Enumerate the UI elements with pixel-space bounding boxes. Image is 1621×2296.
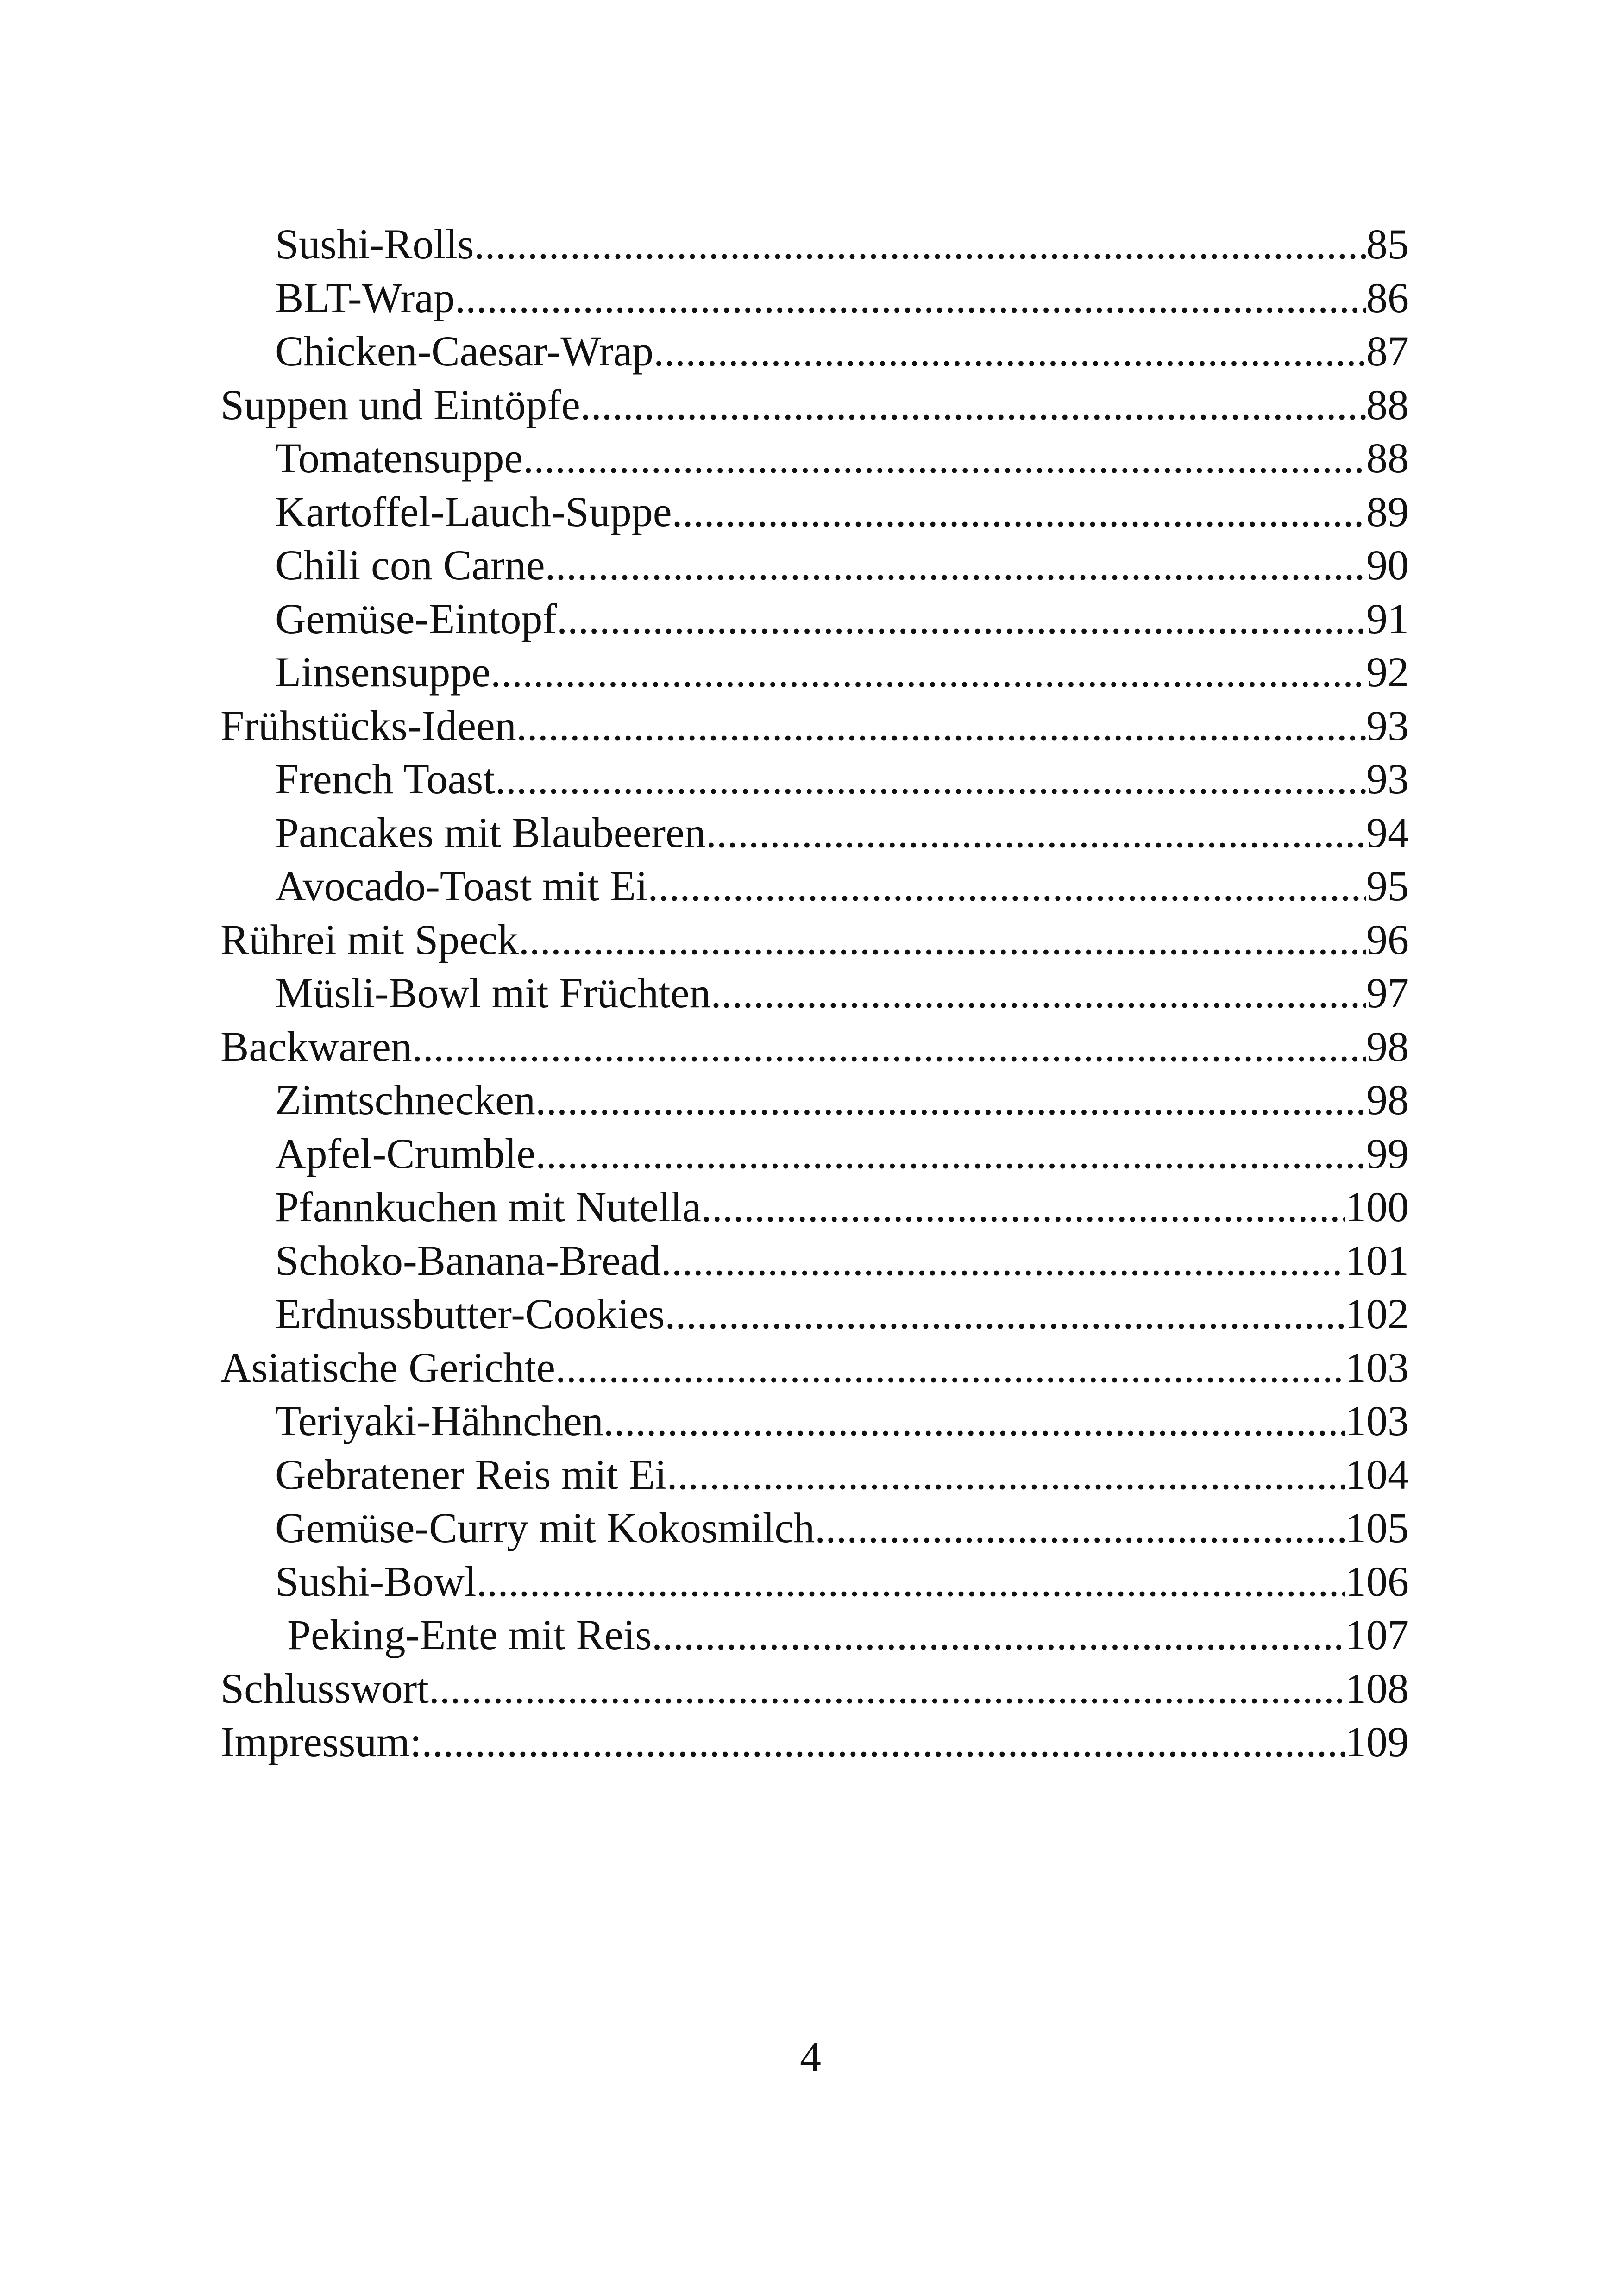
toc-entry[interactable] bbox=[220, 1448, 1409, 1502]
toc-entry-page: 88 bbox=[1366, 434, 1409, 482]
toc-entry-page: 98 bbox=[1366, 1023, 1409, 1070]
dot-leader bbox=[580, 378, 1366, 432]
dot-leader bbox=[474, 218, 1366, 271]
dot-leader bbox=[665, 1287, 1345, 1341]
toc-entry[interactable] bbox=[220, 539, 1409, 592]
toc-entry-title: Peking-Ente mit Reis bbox=[287, 1611, 652, 1658]
toc-entry-title: Suppen und Eintöpfe bbox=[220, 381, 580, 428]
toc-entry-title: Chili con Carne bbox=[275, 541, 545, 589]
dot-leader bbox=[495, 753, 1366, 806]
toc-entry-title: Backwaren bbox=[220, 1023, 412, 1070]
toc-entry-page: 101 bbox=[1345, 1236, 1409, 1284]
dot-leader bbox=[535, 1127, 1366, 1181]
dot-leader bbox=[672, 485, 1366, 539]
dot-leader bbox=[477, 1555, 1345, 1609]
toc-entry-page: 95 bbox=[1366, 862, 1409, 910]
dot-leader bbox=[557, 592, 1366, 646]
toc-entry-title: Gemüse-Eintopf bbox=[275, 595, 557, 642]
toc-section-entry[interactable] bbox=[220, 1662, 1409, 1716]
toc-entry-page: 100 bbox=[1345, 1183, 1409, 1230]
toc-entry-page: 90 bbox=[1366, 541, 1409, 589]
toc-entry-title: Kartoffel-Lauch-Suppe bbox=[275, 488, 672, 535]
toc-entry-page: 87 bbox=[1366, 327, 1409, 375]
toc-entry-page: 86 bbox=[1366, 274, 1409, 321]
toc-entry[interactable] bbox=[220, 1501, 1409, 1555]
toc-entry-title: Schlusswort bbox=[220, 1664, 429, 1712]
dot-leader bbox=[667, 1448, 1345, 1502]
toc-section-entry[interactable] bbox=[220, 699, 1409, 753]
toc-entry-title: BLT-Wrap bbox=[275, 274, 455, 321]
toc-section-entry[interactable] bbox=[220, 378, 1409, 432]
toc-entry-title: Apfel-Crumble bbox=[275, 1129, 536, 1177]
toc-entry-page: 109 bbox=[1345, 1718, 1409, 1765]
toc-entry-title: Frühstücks-Ideen bbox=[220, 702, 516, 749]
toc-entry[interactable] bbox=[220, 966, 1409, 1020]
toc-entry[interactable] bbox=[220, 806, 1409, 860]
toc-entry[interactable] bbox=[220, 485, 1409, 539]
toc-entry-title: Sushi-Rolls bbox=[275, 220, 474, 268]
toc-entry-page: 105 bbox=[1345, 1504, 1409, 1551]
toc-entry[interactable] bbox=[220, 753, 1409, 806]
toc-entry-page: 108 bbox=[1345, 1664, 1409, 1712]
dot-leader bbox=[701, 1180, 1345, 1234]
toc-entry-title: Teriyaki-Hähnchen bbox=[275, 1397, 603, 1444]
toc-entry-page: 104 bbox=[1345, 1450, 1409, 1498]
toc-entry-page: 92 bbox=[1366, 648, 1409, 696]
dot-leader bbox=[545, 539, 1366, 592]
toc-entry-page: 88 bbox=[1366, 381, 1409, 428]
toc-entry-title: Impressum: bbox=[220, 1718, 422, 1765]
dot-leader bbox=[421, 1715, 1345, 1769]
toc-entry-title: Asiatische Gerichte bbox=[220, 1343, 555, 1391]
dot-leader bbox=[653, 325, 1366, 378]
toc-entry[interactable] bbox=[220, 218, 1409, 271]
toc-entry-title: Tomatensuppe bbox=[275, 434, 523, 482]
toc-entry-title: Sushi-Bowl bbox=[275, 1557, 477, 1605]
dot-leader bbox=[555, 1341, 1345, 1395]
toc-entry[interactable] bbox=[220, 592, 1409, 646]
toc-entry-page: 107 bbox=[1345, 1611, 1409, 1658]
dot-leader bbox=[429, 1662, 1345, 1716]
dot-leader bbox=[710, 966, 1366, 1020]
toc-entry-page: 102 bbox=[1345, 1290, 1409, 1337]
toc-section-entry[interactable] bbox=[220, 1341, 1409, 1395]
toc-section-entry[interactable] bbox=[220, 913, 1409, 967]
toc-entry-title: Avocado-Toast mit Ei bbox=[275, 862, 648, 910]
dot-leader bbox=[661, 1234, 1345, 1288]
toc-entry-page: 103 bbox=[1345, 1397, 1409, 1444]
toc-entry-page: 93 bbox=[1366, 702, 1409, 749]
dot-leader bbox=[516, 699, 1366, 753]
dot-leader bbox=[490, 646, 1366, 699]
dot-leader bbox=[455, 271, 1366, 325]
toc-entry-page: 96 bbox=[1366, 916, 1409, 963]
toc-entry-page: 97 bbox=[1366, 969, 1409, 1016]
toc-entry-page: 93 bbox=[1366, 755, 1409, 803]
toc-entry-title: Gemüse-Curry mit Kokosmilch bbox=[275, 1504, 815, 1551]
dot-leader bbox=[535, 1073, 1366, 1127]
dot-leader bbox=[523, 432, 1366, 485]
toc-entry[interactable] bbox=[220, 1287, 1409, 1341]
toc-entry[interactable] bbox=[220, 859, 1409, 913]
toc-entry-title: Erdnussbutter-Cookies bbox=[275, 1290, 665, 1337]
toc-entry[interactable] bbox=[220, 1073, 1409, 1127]
toc-entry-page: 103 bbox=[1345, 1343, 1409, 1391]
toc-entry-title: Pancakes mit Blaubeeren bbox=[275, 809, 706, 856]
table-of-contents bbox=[220, 218, 1409, 1769]
toc-entry-page: 98 bbox=[1366, 1076, 1409, 1123]
toc-entry-page: 99 bbox=[1366, 1129, 1409, 1177]
toc-entry-title: Müsli-Bowl mit Früchten bbox=[275, 969, 711, 1016]
toc-entry[interactable] bbox=[220, 1127, 1409, 1181]
toc-entry-page: 91 bbox=[1366, 595, 1409, 642]
toc-entry[interactable] bbox=[220, 325, 1409, 378]
toc-entry-page: 89 bbox=[1366, 488, 1409, 535]
dot-leader bbox=[652, 1608, 1345, 1662]
toc-entry[interactable] bbox=[220, 432, 1409, 485]
toc-entry[interactable] bbox=[220, 1608, 1409, 1662]
dot-leader bbox=[647, 859, 1366, 913]
toc-entry[interactable] bbox=[220, 1234, 1409, 1288]
toc-entry-title: Schoko-Banana-Bread bbox=[275, 1236, 661, 1284]
dot-leader bbox=[412, 1020, 1366, 1074]
toc-entry-title: French Toast bbox=[275, 755, 495, 803]
toc-entry-title: Chicken-Caesar-Wrap bbox=[275, 327, 653, 375]
toc-entry-title: Gebratener Reis mit Ei bbox=[275, 1450, 667, 1498]
dot-leader bbox=[519, 913, 1366, 967]
page-number: 4 bbox=[800, 2033, 821, 2081]
toc-entry-title: Rührei mit Speck bbox=[220, 916, 519, 963]
toc-entry-title: Linsensuppe bbox=[275, 648, 491, 696]
toc-entry-page: 85 bbox=[1366, 220, 1409, 268]
toc-section-entry[interactable] bbox=[220, 1020, 1409, 1074]
toc-entry[interactable] bbox=[220, 271, 1409, 325]
toc-entry[interactable] bbox=[220, 646, 1409, 699]
dot-leader bbox=[603, 1394, 1345, 1448]
dot-leader bbox=[815, 1501, 1345, 1555]
toc-entry-page: 106 bbox=[1345, 1557, 1409, 1605]
toc-entry[interactable] bbox=[220, 1394, 1409, 1448]
toc-entry[interactable] bbox=[220, 1555, 1409, 1609]
toc-entry-page: 94 bbox=[1366, 809, 1409, 856]
toc-entry[interactable] bbox=[220, 1180, 1409, 1234]
dot-leader bbox=[706, 806, 1366, 860]
toc-entry-title: Zimtschnecken bbox=[275, 1076, 536, 1123]
toc-entry-title: Pfannkuchen mit Nutella bbox=[275, 1183, 701, 1230]
toc-section-entry[interactable] bbox=[220, 1715, 1409, 1769]
